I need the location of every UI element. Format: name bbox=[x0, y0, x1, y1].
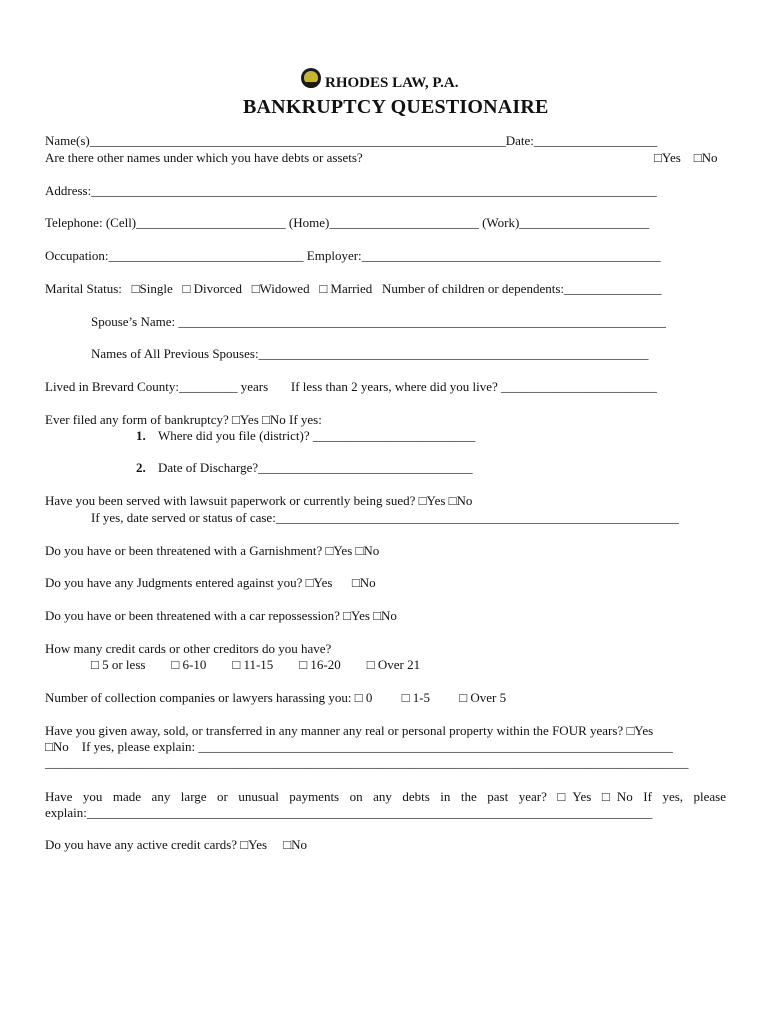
marital-status-row[interactable]: Marital Status: □Single □ Divorced □Widowed □ Married Number of children or dependents:_______________ bbox=[45, 281, 662, 296]
firm-logo-icon bbox=[301, 68, 321, 88]
discharge-date-field[interactable]: Date of Discharge?_________________________________ bbox=[158, 460, 473, 475]
filed-district-field[interactable]: Where did you file (district)? _________________________ bbox=[158, 428, 476, 443]
other-names-options[interactable]: □Yes □No bbox=[654, 150, 718, 165]
brevard-residency-row[interactable]: Lived in Brevard County:_________ years If less than 2 years, where did you live? ________________________ bbox=[45, 379, 657, 394]
list-number: 1. bbox=[136, 428, 146, 443]
collection-companies-question[interactable]: Number of collection companies or lawyers harassing you: □ 0 □ 1-5 □ Over 5 bbox=[45, 690, 507, 705]
creditors-question: How many credit cards or other creditors do you have? bbox=[45, 641, 332, 656]
property-transfer-question[interactable]: Have you given away, sold, or transferred in any manner any real or personal property within the FOUR years? □Yes bbox=[45, 723, 654, 738]
occupation-employer-fields[interactable]: Occupation:______________________________ Employer:______________________________________________ bbox=[45, 248, 661, 263]
repossession-question[interactable]: Do you have or been threatened with a car repossession? □Yes □No bbox=[45, 608, 397, 623]
bankruptcy-question[interactable]: Ever filed any form of bankruptcy? □Yes □No If yes: bbox=[45, 412, 322, 427]
case-status-field[interactable]: If yes, date served or status of case:______________________________________________________________ bbox=[91, 510, 679, 525]
large-payments-explain[interactable]: explain:_______________________________________________________________________________________ bbox=[45, 805, 653, 820]
property-transfer-explain-line[interactable]: ___________________________________________________________________________________________________ bbox=[45, 755, 689, 770]
names-date-field[interactable]: Name(s)________________________________________________________________Date:___________________ bbox=[45, 133, 658, 148]
firm-name: RHODES LAW, P.A. bbox=[325, 75, 459, 91]
lawsuit-question[interactable]: Have you been served with lawsuit paperwork or currently being sued? □Yes □No bbox=[45, 493, 473, 508]
other-names-question: Are there other names under which you have debts or assets? bbox=[45, 150, 363, 165]
spouse-name-field[interactable]: Spouse’s Name: ___________________________________________________________________________ bbox=[91, 314, 666, 329]
large-payments-question[interactable]: Have you made any large or unusual payments on any debts in the past year? □Yes □No If yes, please bbox=[45, 789, 726, 804]
list-number: 2. bbox=[136, 460, 146, 475]
garnishment-question[interactable]: Do you have or been threatened with a Garnishment? □Yes □No bbox=[45, 543, 380, 558]
previous-spouses-field[interactable]: Names of All Previous Spouses:____________________________________________________________ bbox=[91, 346, 649, 361]
address-field[interactable]: Address:_______________________________________________________________________________________ bbox=[45, 183, 657, 198]
judgments-question[interactable]: Do you have any Judgments entered against you? □Yes □No bbox=[45, 575, 376, 590]
page-title: BANKRUPTCY QUESTIONAIRE bbox=[243, 96, 549, 118]
property-transfer-explain[interactable]: □No If yes, please explain: _________________________________________________________________________ bbox=[45, 739, 673, 754]
telephone-fields[interactable]: Telephone: (Cell)_______________________ (Home)_______________________ (Work)____________________ bbox=[45, 215, 650, 230]
active-credit-cards-question[interactable]: Do you have any active credit cards? □Yes □No bbox=[45, 837, 308, 852]
creditors-options[interactable]: □ 5 or less □ 6-10 □ 11-15 □ 16-20 □ Over 21 bbox=[91, 657, 421, 672]
